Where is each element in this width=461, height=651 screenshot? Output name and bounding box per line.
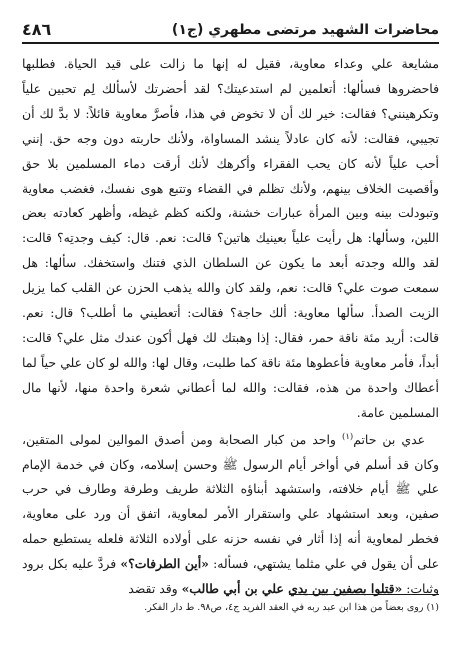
page-number: ٤٨٦ xyxy=(22,20,52,39)
paragraph-2-opening: عدي بن حاتم xyxy=(353,431,425,447)
header-divider xyxy=(22,42,439,44)
footnote-reference-marker[interactable]: (١) xyxy=(341,431,354,442)
quote-where-are-the-tarafat: «أين الطرفات؟» xyxy=(120,556,209,572)
footnote-1: (١) روى بعضاً من هذا ابن عبد ربه في العقد الفريد ج٤، ص٩٨. ط دار الفكر. xyxy=(144,602,439,613)
quote-killed-at-siffin: «قتلوا بصفين بين يدي علي بن أبي طالب» xyxy=(181,581,403,597)
paragraph-2-middle: واحد من كبار الصحابة ومن أصدق الموالين لمولى المتقين، وكان قد أسلم في أواخر أيام الرسول ﷺ وحسن إسلامه، وكان في خدمة الإمام علي ﷺ أيام خلافته، واستشهد أبناؤه الثلاثة طريف وطرفة وطارف في حرب صفين، وبعد استشهاد علي واستقرار الأمر لمعاوية، اتفق أن ورد على معاوية، فخطر لمعاوية أنه إذا أثار في نفسه حزنه على أولاده الثلاثة فلعله يستطيع حمله على أن يقول في علي مثلما يشتهي، فسأله: xyxy=(22,431,439,572)
paragraph-1: مشايعة علي وعداء معاوية، فقيل له إنها ما زالت على قيد الحياة. فطلبها فاحضروها فسألها: أتعلمين لم استدعيتك؟ لقد أحضرتك لأسألك لِم تحبين علياً وتكرهينني؟ فقالت: خير لك أن لا تخوض في هذا، فأصرَّ معاوية قائلاً: لا بدَّ لك أن تجيبي، فقالت: لأنه كان عادلاً ينشد المساواة، ولأنك حاربته دون وجه حق. إنني أحب علياً لأنه كان يحب الفقراء وأكرهك لأنك أرقت دماء المسلمين بلا حق وأقصيت الخلاف بينهم، ولأنك تظلم في القضاء وتتبع هوى نفسك، فغضب معاوية وتبودلت بينه وبين المرأة عبارات خشنة، ولكنه كظم غيظه، وأظهر كعادته بعض اللين، وسألها: هل رأيت علياً بعينيك هاتين؟ قالت: نعم. قال: كيف وجدتِه؟ قالت: لقد والله وجدته أبعد ما يكون عن السلطان الذي فتنك واستخفك. سألها: هل سمعت صوت علي؟ قالت: نعم، ولقد كان والله يذهب الحزن عن القلب كما يزيل الزيت الصدأ. سألها معاوية: ألك حاجة؟ فقالت: أتعطيني ما أطلب؟ قال: نعم. قالت: أريد مئة ناقة حمر، فقال: إذا وهبتك لك فهل أكون عندك مثل علي؟ قالت: أبداً، فأمر معاوية فأعطوها مئة ناقة كما طلبت، وقال لها: والله لو كان علي حياً لما أعطاك واحدة من هذه، فقالت: والله لما أعطاني شعرة واحدة منها، لأنها مال المسلمين عامة. xyxy=(22,56,439,420)
paragraph-2-transition: فردَّ عليه بكل برود وثبات: xyxy=(22,556,439,597)
paragraph-2-ending: وقد تقضد xyxy=(128,581,182,597)
main-text xyxy=(22,52,439,602)
page-header xyxy=(22,14,439,40)
running-title: محاضرات الشهيد مرتضى مطهري (ج١) xyxy=(171,22,439,38)
paragraph-2 xyxy=(22,428,439,602)
footnote-divider xyxy=(289,594,439,595)
